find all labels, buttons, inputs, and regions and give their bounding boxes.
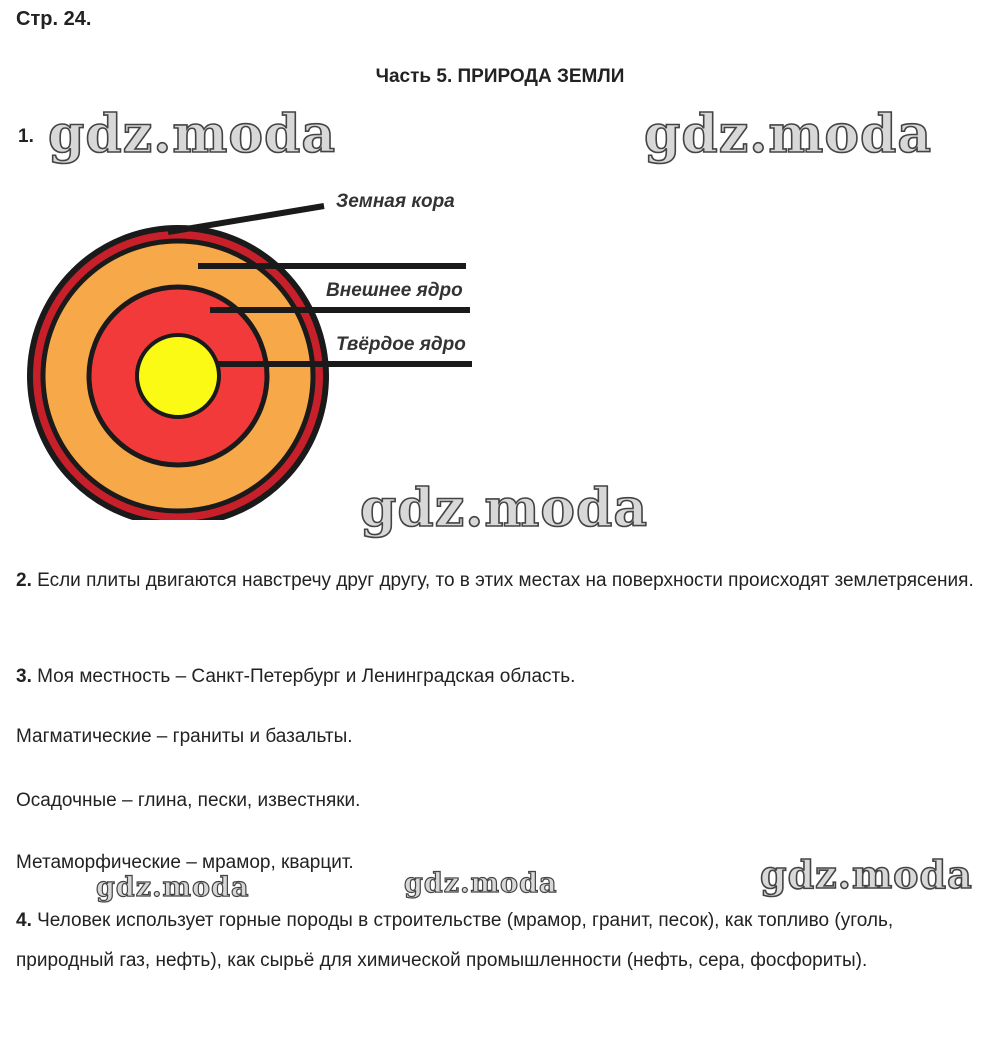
task2-text: Если плиты двигаются навстречу друг другу, то в этих местах на поверхности происходят землетрясения. [37,570,974,591]
magmatic-rocks: Магматические – граниты и базальты. [16,726,353,747]
task3-number: 3. [16,666,32,687]
inner-core-label: Твёрдое ядро [336,334,466,355]
page-label: Стр. 24. [16,8,92,30]
watermark: gdz.moda [360,478,649,539]
watermark: gdz.moda [760,852,973,897]
task4-paragraph [16,901,991,981]
metamorphic-rocks: Метаморфические – мрамор, кварцит. [16,852,354,873]
crust-label: Земная кора [336,191,455,212]
sedimentary-rocks: Осадочные – глина, пески, известняки. [16,790,361,811]
watermark: gdz.moda [404,868,558,899]
outer-core-label: Внешнее ядро [326,280,463,301]
inner-core-layer [137,335,219,417]
crust-pointer-line [168,206,324,232]
task2-number: 2. [16,570,32,591]
watermark: gdz.moda [48,104,337,165]
task4-text: Человек использует горные породы в строительстве (мрамор, гранит, песок), как топливо (уголь, природный газ, нефть), как сырьё для химической промышленности (нефть, сера, фосфориты). [16,910,894,971]
part-title: Часть 5. ПРИРОДА ЗЕМЛИ [375,66,625,87]
earth-structure-diagram [0,180,520,520]
watermark: gdz.moda [644,104,933,165]
watermark: gdz.moda [96,872,250,903]
task3-paragraph [16,657,991,697]
task4-number: 4. [16,910,32,931]
task1-number: 1. [18,126,34,147]
task3-text: Моя местность – Санкт-Петербург и Ленинградская область. [37,666,576,687]
task2-paragraph [16,561,991,601]
